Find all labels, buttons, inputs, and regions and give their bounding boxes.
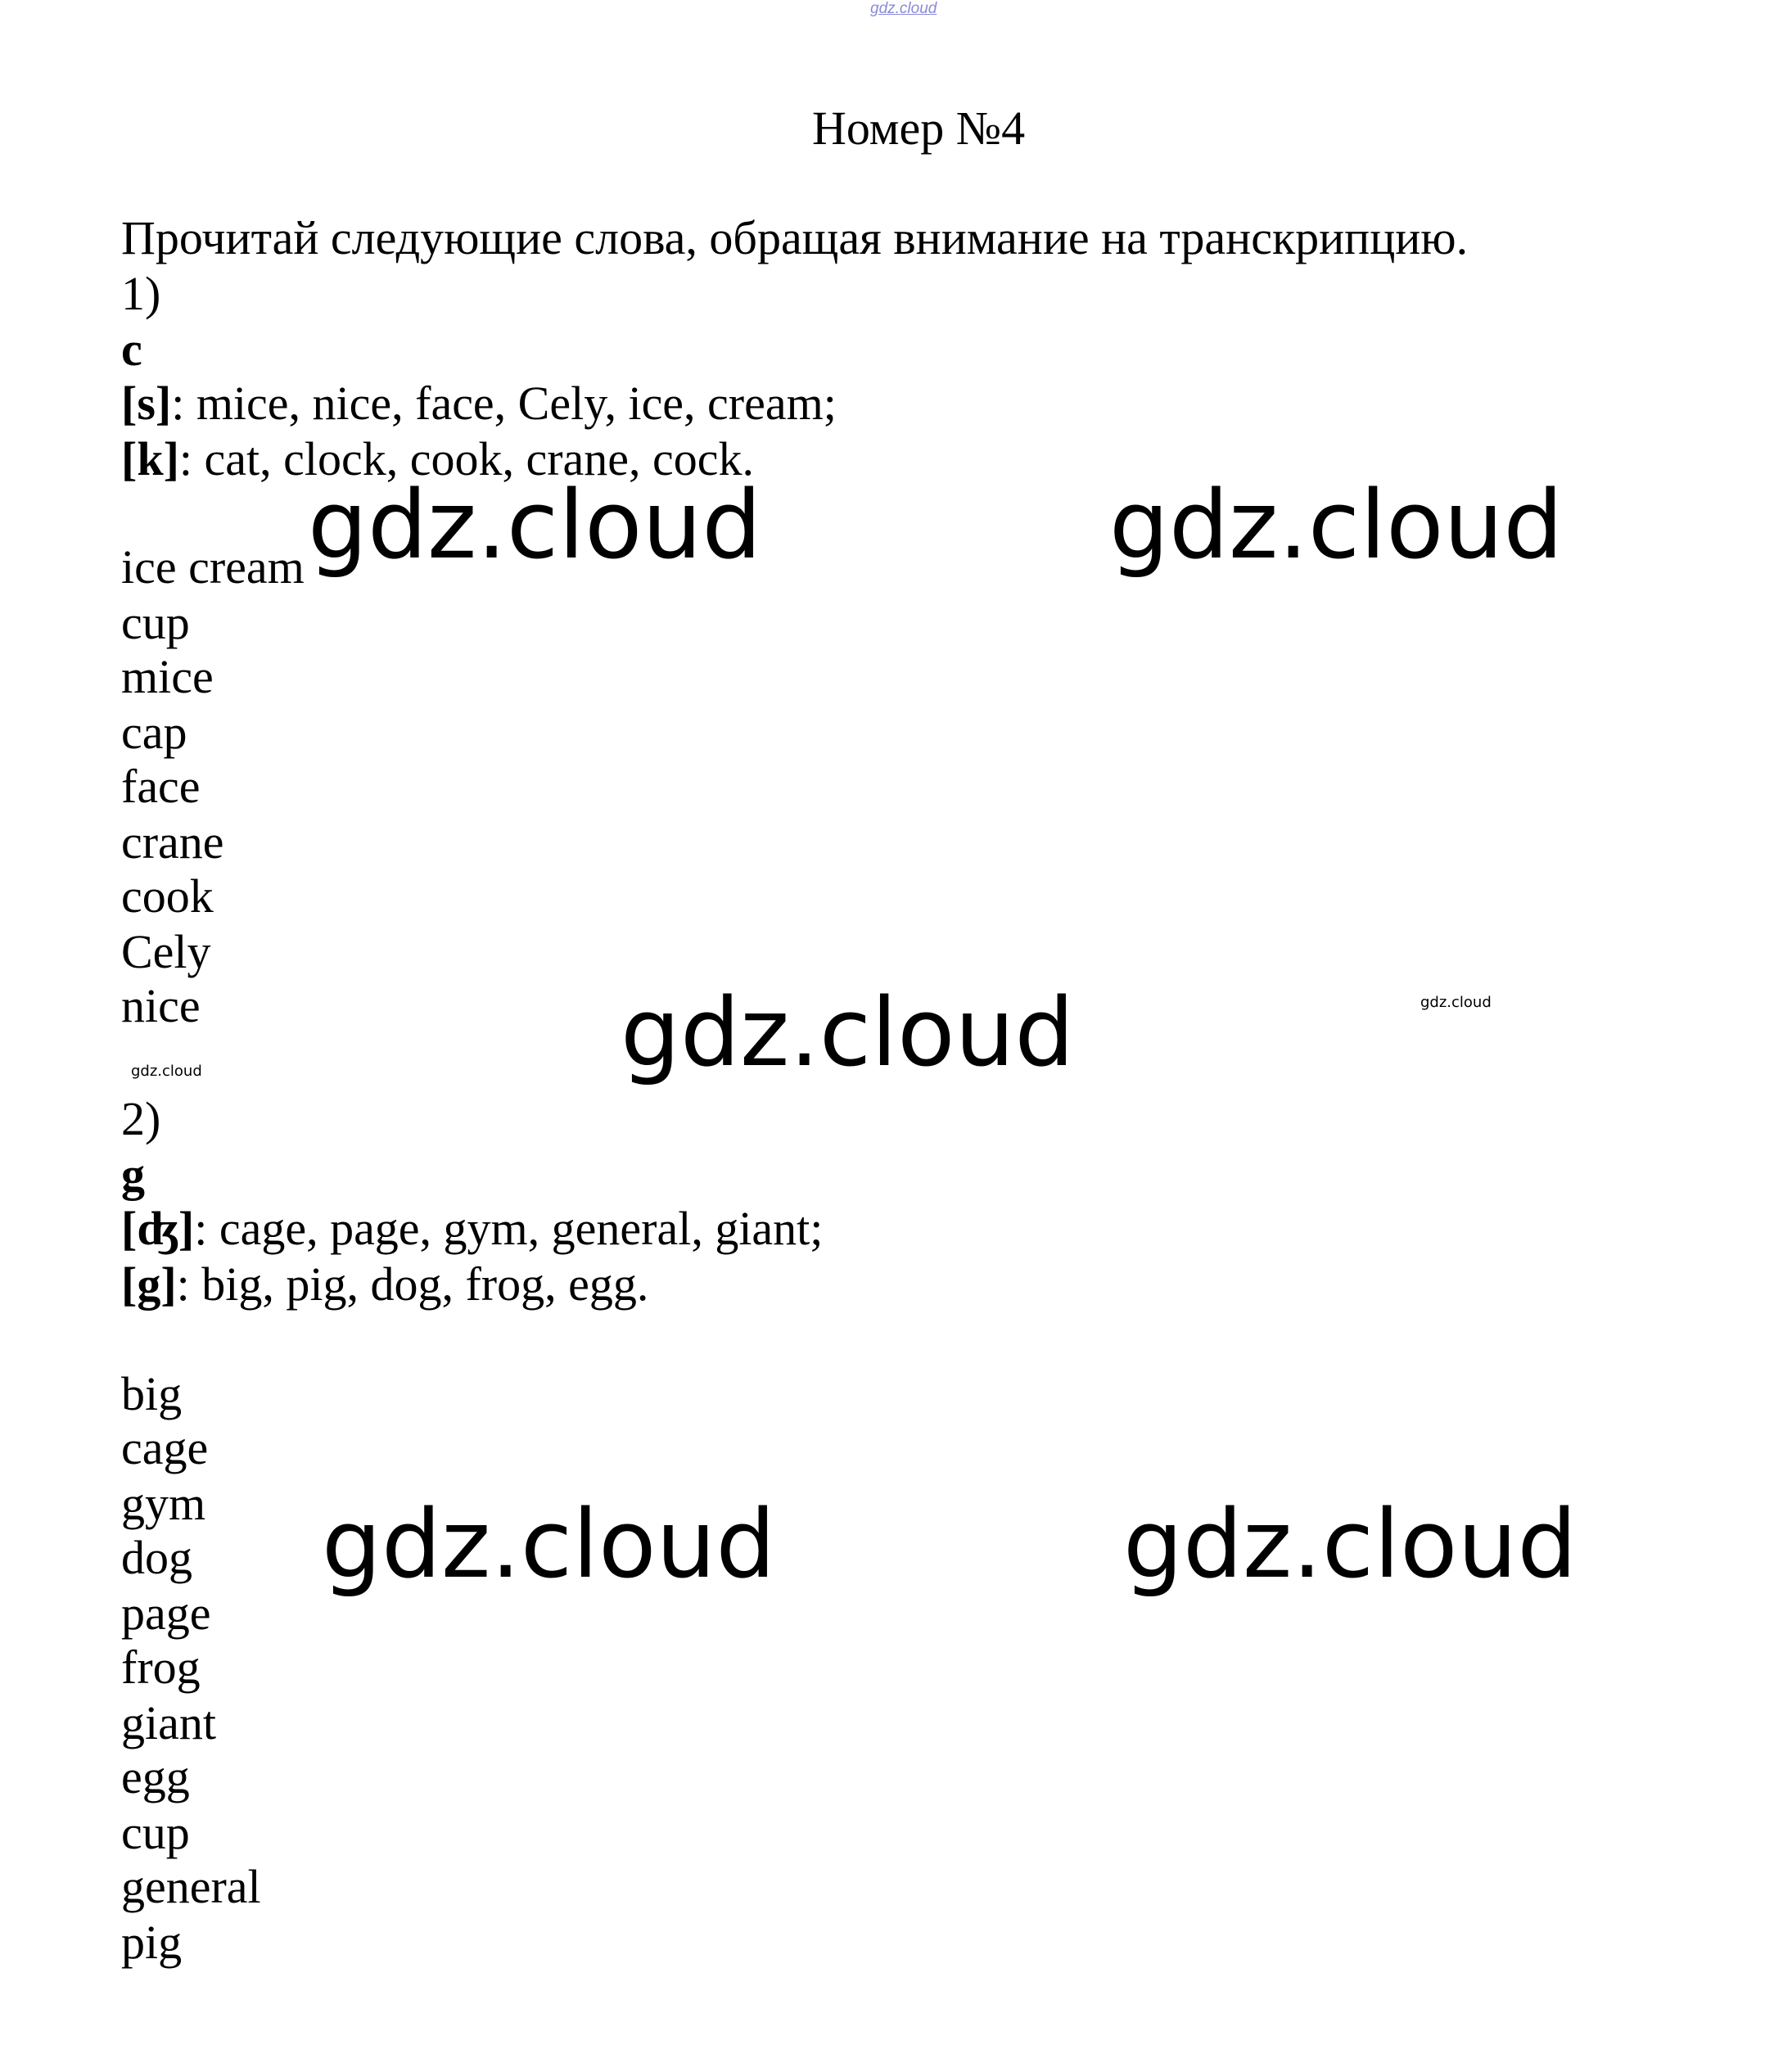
list-item: cage <box>121 1421 209 1474</box>
rule-text: : cat, clock, cook, crane, cock. <box>178 432 754 485</box>
section2-rule-dzh <box>121 1202 824 1255</box>
rule-sound: [k] <box>121 432 179 485</box>
rule-sound: [g] <box>121 1257 177 1311</box>
list-item: big <box>121 1367 183 1420</box>
rule-text: : mice, nice, face, Cely, ice, cream; <box>171 377 837 430</box>
section1-letter <box>121 323 142 376</box>
section1-number: 1) <box>121 267 161 320</box>
list-item: giant <box>121 1696 216 1749</box>
list-item: mice <box>121 650 214 703</box>
section1-rule-s <box>121 377 837 430</box>
watermark: gdz.cloud <box>621 978 1075 1088</box>
section2-letter <box>121 1148 145 1201</box>
list-item: cup <box>121 1806 190 1859</box>
list-item: nice <box>121 979 201 1032</box>
section2-rule-g <box>121 1257 649 1311</box>
watermark: gdz.cloud <box>1123 1490 1578 1600</box>
list-item: ice cream <box>121 540 305 594</box>
list-item: pig <box>121 1916 183 1969</box>
list-item: crane <box>121 815 224 869</box>
list-item: gym <box>121 1477 206 1530</box>
instruction-text: Прочитай следующие слова, обращая внимание на транскрипцию. <box>121 211 1469 264</box>
list-item: cap <box>121 706 187 759</box>
watermark-small: gdz.cloud <box>1420 994 1492 1011</box>
rule-text: : big, pig, dog, frog, egg. <box>176 1257 649 1311</box>
list-item: face <box>121 760 201 813</box>
page-title: Номер №4 <box>812 102 1026 155</box>
watermark: gdz.cloud <box>322 1490 776 1600</box>
section2-letter-text: g <box>121 1148 145 1201</box>
rule-sound: [s] <box>121 377 172 430</box>
watermark-small: gdz.cloud <box>131 1063 202 1080</box>
list-item: egg <box>121 1750 190 1803</box>
rule-sound: [ʤ] <box>121 1202 195 1255</box>
list-item: page <box>121 1587 211 1640</box>
list-item: Cely <box>121 925 211 978</box>
list-item: general <box>121 1860 261 1913</box>
list-item: frog <box>121 1641 201 1694</box>
section1-letter-text: c <box>121 323 142 376</box>
list-item: cook <box>121 869 214 923</box>
top-watermark-link[interactable]: gdz.cloud <box>870 0 937 17</box>
list-item: cup <box>121 596 190 649</box>
list-item: dog <box>121 1531 192 1584</box>
section2-number: 2) <box>121 1092 161 1145</box>
rule-text: : cage, page, gym, general, giant; <box>194 1202 824 1255</box>
watermark: gdz.cloud <box>1109 471 1564 580</box>
watermark: gdz.cloud <box>308 471 762 580</box>
